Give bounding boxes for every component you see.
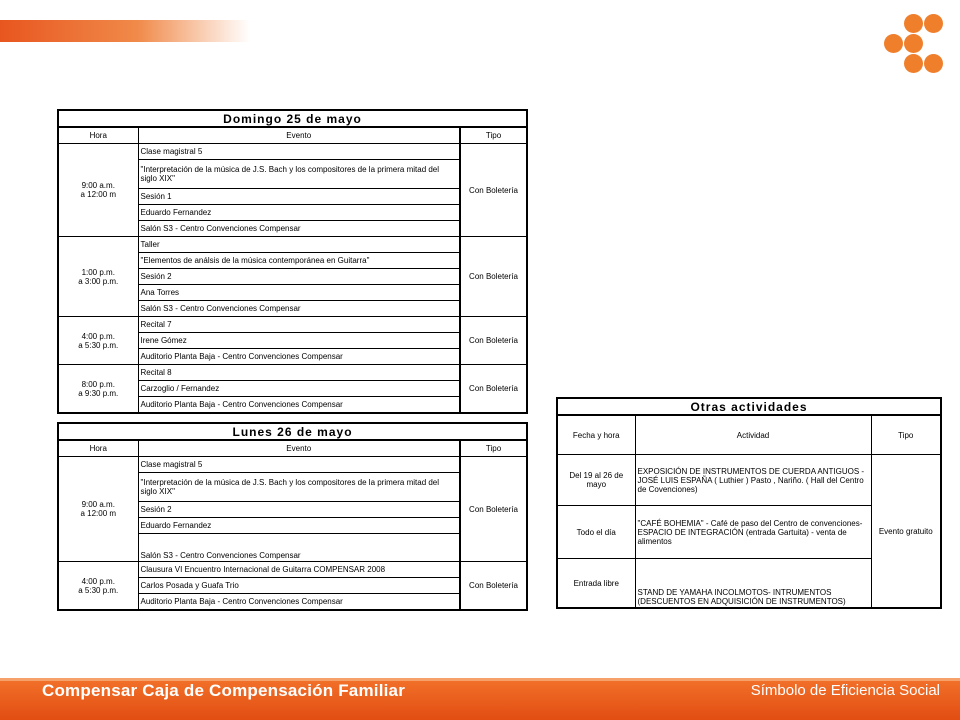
monday-block-tipo: Con Boletería <box>460 562 527 611</box>
monday-title: Lunes 26 de mayo <box>58 423 527 440</box>
other-tbody <box>557 398 941 608</box>
sunday-event-line: "Interpretación de la música de J.S. Bach y los compositores de la primera mitad del siglo XIX" <box>138 160 460 189</box>
sunday-header-tipo: Tipo <box>460 127 527 144</box>
sunday-block-time: 9:00 a.m. a 12:00 m <box>58 144 138 237</box>
monday-block-time: 4:00 p.m. a 5:30 p.m. <box>58 562 138 611</box>
other-header-tipo: Tipo <box>871 415 941 455</box>
sunday-event-line: Clase magistral 5 <box>138 144 460 160</box>
monday-event-line: Carlos Posada y Guafa Trio <box>138 578 460 594</box>
sunday-event-line: "Elementos de análsis de la música contemporánea en Guitarra" <box>138 253 460 269</box>
other-tipo-all: Evento gratuito <box>871 455 941 609</box>
sunday-block-time: 8:00 p.m. a 9:30 p.m. <box>58 365 138 414</box>
other-row-actividad: STAND DE YAMAHA INCOLMOTOS- INTRUMENTOS (DESCUENTOS EN ADQUISICIÓN DE INSTRUMENTOS) <box>635 559 871 609</box>
sunday-event-line: Eduardo Fernandez <box>138 205 460 221</box>
monday-event-line: Clausura VI Encuentro Internacional de Guitarra COMPENSAR 2008 <box>138 562 460 578</box>
sunday-event-line: Ana Torres <box>138 285 460 301</box>
sunday-event-line: Salón S3 - Centro Convenciones Compensar <box>138 221 460 237</box>
sunday-block-time: 4:00 p.m. a 5:30 p.m. <box>58 317 138 365</box>
sunday-block-tipo: Con Boletería <box>460 144 527 237</box>
sunday-event-line: Auditorio Planta Baja - Centro Convenciones Compensar <box>138 397 460 414</box>
sunday-event-line: Auditorio Planta Baja - Centro Convenciones Compensar <box>138 349 460 365</box>
monday-event-line: Sesión 2 <box>138 502 460 518</box>
compensar-logo-icon <box>884 14 944 74</box>
monday-header-evento: Evento <box>138 440 460 457</box>
sunday-block-time: 1:00 p.m. a 3:00 p.m. <box>58 237 138 317</box>
sunday-event-line: Carzoglio / Fernandez <box>138 381 460 397</box>
monday-event-line: "Interpretación de la música de J.S. Bach y los compositores de la primera mitad del siglo XIX" <box>138 473 460 502</box>
footer-slogan: Símbolo de Eficiencia Social <box>750 682 940 699</box>
monday-block-time: 9:00 a.m. a 12:00 m <box>58 457 138 562</box>
sunday-block-tipo: Con Boletería <box>460 365 527 414</box>
monday-block-tipo: Con Boletería <box>460 457 527 562</box>
monday-schedule-table <box>57 422 528 611</box>
monday-event-line: Auditorio Planta Baja - Centro Convenciones Compensar <box>138 594 460 611</box>
other-header-fecha: Fecha y hora <box>557 415 635 455</box>
sunday-block-tipo: Con Boletería <box>460 237 527 317</box>
monday-header-tipo: Tipo <box>460 440 527 457</box>
monday-event-line: Eduardo Fernandez <box>138 518 460 534</box>
footer-organization: Compensar Caja de Compensación Familiar <box>42 681 406 700</box>
sunday-event-line: Irene Gómez <box>138 333 460 349</box>
sunday-event-line: Sesión 1 <box>138 189 460 205</box>
other-row-actividad: "CAFÉ BOHEMIA" - Café de paso del Centro de convenciones- ESPACIO DE INTEGRACIÓN (entrada Gartuita) - venta de alimentos <box>635 506 871 559</box>
footer-bar <box>0 678 960 720</box>
header-accent-bar <box>0 20 250 42</box>
sunday-event-line: Sesión 2 <box>138 269 460 285</box>
other-row-fecha: Del 19 al 26 de mayo <box>557 455 635 506</box>
other-header-actividad: Actividad <box>635 415 871 455</box>
sunday-event-line: Salón S3 - Centro Convenciones Compensar <box>138 301 460 317</box>
sunday-header-hora: Hora <box>58 127 138 144</box>
sunday-event-line: Recital 8 <box>138 365 460 381</box>
sunday-header-evento: Evento <box>138 127 460 144</box>
other-row-fecha: Todo el día <box>557 506 635 559</box>
sunday-event-line: Taller <box>138 237 460 253</box>
monday-tbody <box>58 423 527 610</box>
sunday-block-tipo: Con Boletería <box>460 317 527 365</box>
monday-event-line: Clase magistral 5 <box>138 457 460 473</box>
sunday-title: Domingo 25 de mayo <box>58 110 527 127</box>
other-title: Otras actividades <box>557 398 941 415</box>
other-row-actividad: EXPOSICIÓN DE INSTRUMENTOS DE CUERDA ANTIGUOS - JOSÉ LUIS ESPAÑA ( Luthier ) Pasto , Nariño. ( Hall del Centro de Covenciones) <box>635 455 871 506</box>
other-activities-table <box>556 397 942 609</box>
sunday-schedule-table <box>57 109 528 414</box>
other-row-fecha: Entrada libre <box>557 559 635 609</box>
monday-event-line: Salón S3 - Centro Convenciones Compensar <box>138 534 460 562</box>
sunday-tbody <box>58 110 527 413</box>
sunday-event-line: Recital 7 <box>138 317 460 333</box>
monday-header-hora: Hora <box>58 440 138 457</box>
